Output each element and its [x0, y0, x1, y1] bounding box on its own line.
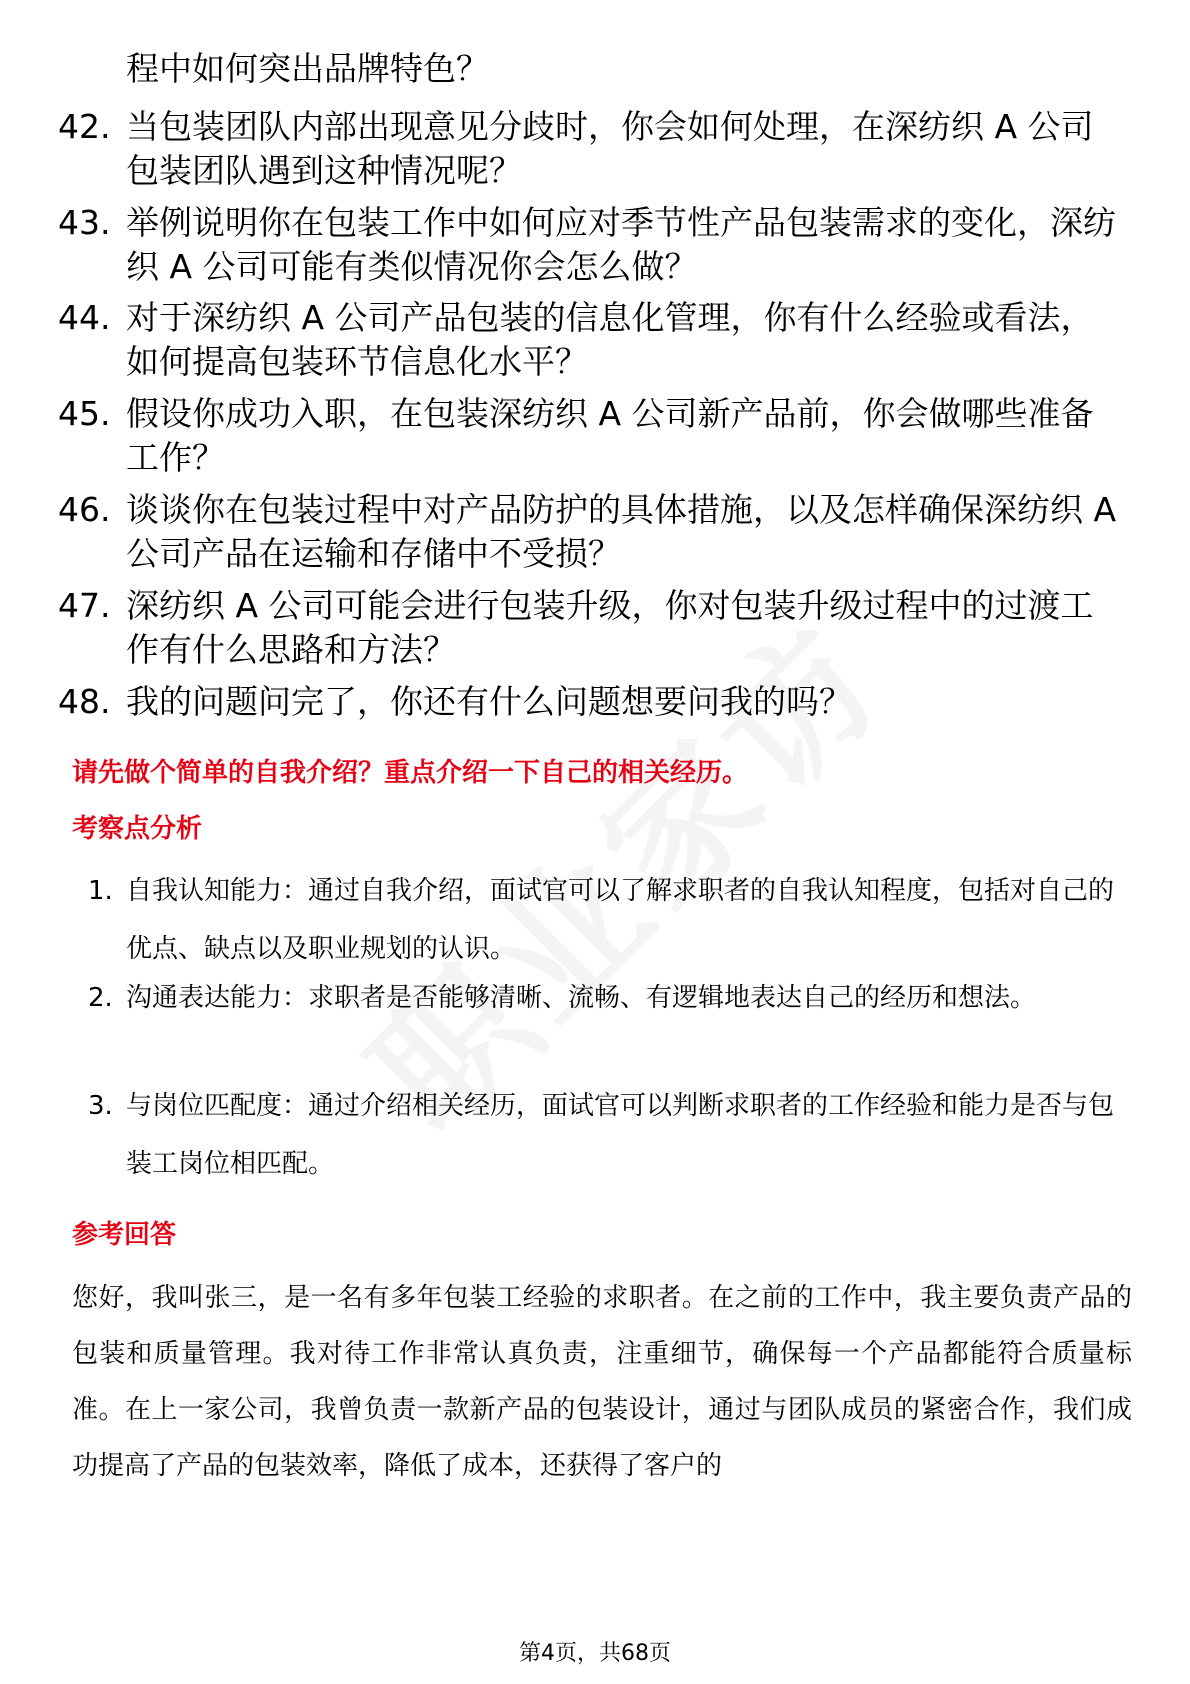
question-item: [58, 584, 1138, 672]
analysis-item-number: 3.: [88, 1091, 113, 1121]
reference-title: 参考回答: [72, 1220, 177, 1250]
highlight-question: 请先做个简单的自我介绍？重点介绍一下自己的相关经历。: [72, 758, 749, 788]
question-number: 45.: [58, 394, 111, 433]
question-item: [58, 680, 1138, 724]
question-text: 举例说明你在包装工作中如何应对季节性产品包装需求的变化，深纺织 A 公司可能有类似情况你会怎么做？: [126, 203, 1116, 286]
question-number: 47.: [58, 586, 111, 625]
question-text: 当包装团队内部出现意见分歧时，你会如何处理，在深纺织 A 公司包装团队遇到这种情况呢？: [126, 107, 1094, 190]
analysis-item-number: 1.: [88, 876, 113, 906]
page-footer: 第4页，共68页: [519, 1641, 671, 1666]
question-text: 我的问题问完了，你还有什么问题想要问我的吗？: [126, 682, 852, 721]
question-text: 谈谈你在包装过程中对产品防护的具体措施，以及怎样确保深纺织 A 公司产品在运输和存储中不受损？: [126, 490, 1117, 573]
question-number: 46.: [58, 490, 111, 529]
analysis-item-text: 与岗位匹配度：通过介绍相关经历，面试官可以判断求职者的工作经验和能力是否与包装工岗位相匹配。: [126, 1091, 1115, 1179]
question-item: [58, 47, 1138, 91]
question-number: 42.: [58, 107, 111, 146]
analysis-item: [88, 969, 1138, 1085]
question-text: 程中如何突出品牌特色？: [126, 49, 489, 88]
question-text: 假设你成功入职，在包装深纺织 A 公司新产品前，你会做哪些准备工作？: [126, 394, 1094, 477]
analysis-item-number: 2.: [88, 983, 113, 1013]
analysis-item-text: 沟通表达能力：求职者是否能够清晰、流畅、有逻辑地表达自己的经历和想法。: [126, 983, 1037, 1013]
question-item: [58, 392, 1138, 480]
question-number: 43.: [58, 203, 111, 242]
question-number: 44.: [58, 298, 111, 337]
analysis-item: [88, 1077, 1138, 1193]
question-item: [58, 488, 1138, 576]
question-item: [58, 105, 1138, 193]
analysis-item: [88, 862, 1138, 978]
question-item: [58, 296, 1138, 384]
question-item: [58, 201, 1138, 289]
question-text: 深纺织 A 公司可能会进行包装升级，你对包装升级过程中的过渡工作有什么思路和方法？: [126, 586, 1094, 669]
question-number: 48.: [58, 682, 111, 721]
analysis-title: 考察点分析: [72, 814, 203, 844]
question-text: 对于深纺织 A 公司产品包装的信息化管理，你有什么经验或看法，如何提高包装环节信息化水平？: [126, 298, 1094, 381]
analysis-item-text: 自我认知能力：通过自我介绍，面试官可以了解求职者的自我认知程度，包括对自己的优点、缺点以及职业规划的认识。: [126, 876, 1115, 964]
reference-answer: 您好，我叫张三，是一名有多年包装工经验的求职者。在之前的工作中，我主要负责产品的包装和质量管理。我对待工作非常认真负责，注重细节，确保每一个产品都能符合质量标准。在上一家公司，我曾负责一款新产品的包装设计，通过与团队成员的紧密合作，我们成功提高了产品的包装效率，降低了成本，还获得了客户的: [72, 1283, 1132, 1481]
